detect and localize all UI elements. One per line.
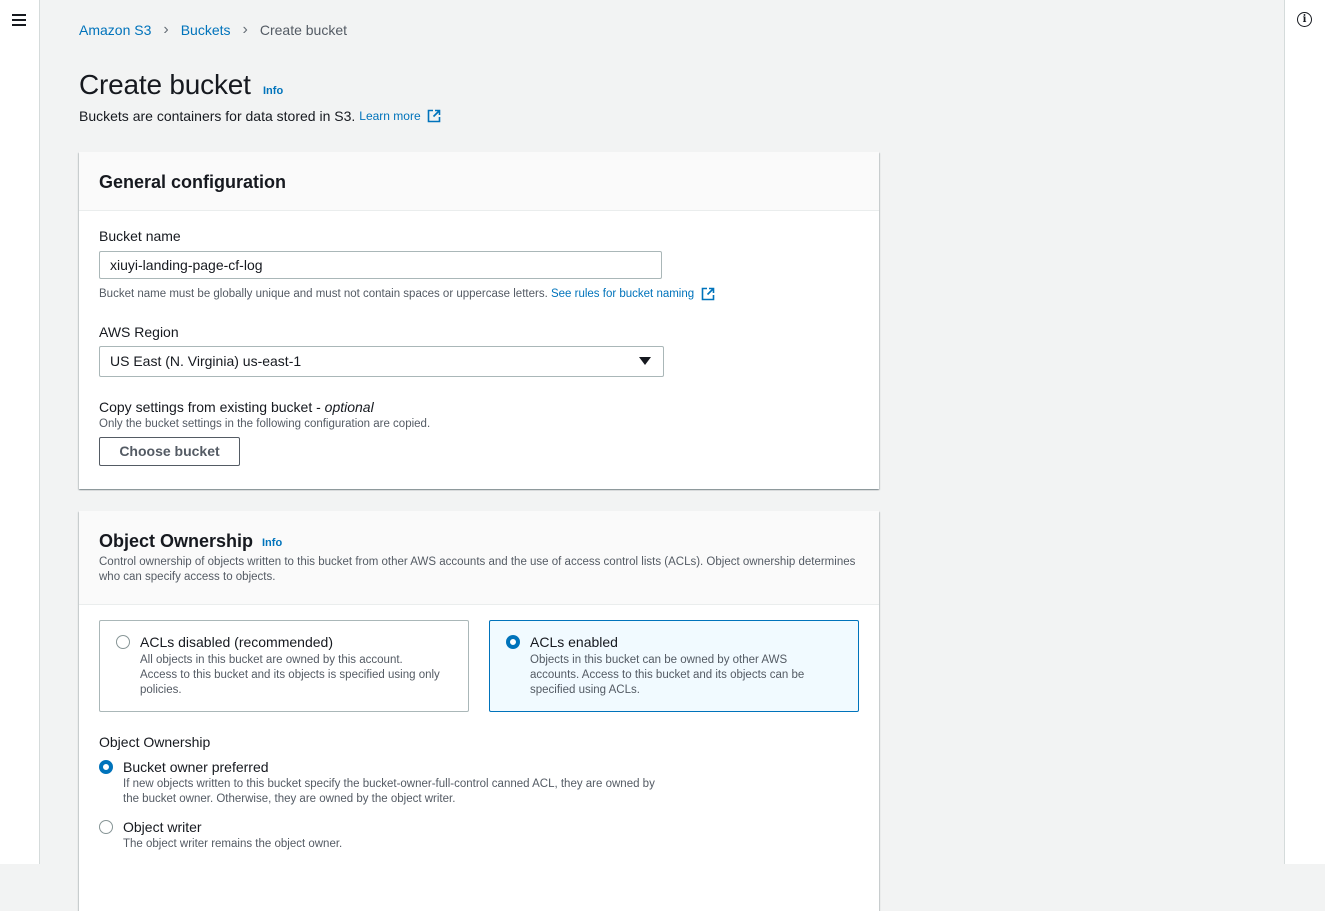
object-ownership-info-link[interactable]: Info (262, 537, 283, 549)
object-ownership-panel (79, 511, 879, 911)
copy-settings-label-text: Copy settings from existing bucket - (99, 399, 325, 415)
external-link-icon[interactable] (701, 287, 715, 301)
right-tools-rail (1284, 0, 1325, 864)
radio-object-writer[interactable] (99, 820, 113, 834)
aws-region-label: AWS Region (99, 324, 179, 340)
left-navigation-rail (0, 0, 40, 864)
option-bucket-owner-preferred-desc: If new objects written to this bucket specify the bucket-owner-full-control canned ACL, they are owned by the bucket owner. Otherwise, they are owned by the object writer. (123, 778, 655, 805)
radio-acls-enabled[interactable] (506, 635, 520, 649)
tile-acls-disabled-desc: All objects in this bucket are owned by this account. Access to this bucket and its objects is specified using only policies. (140, 654, 440, 696)
bucket-naming-rules-link[interactable]: See rules for bucket naming (550, 288, 695, 301)
general-configuration-title: General configuration (99, 172, 287, 192)
aws-region-select[interactable] (99, 346, 664, 377)
choose-bucket-button[interactable]: Choose bucket (99, 437, 240, 466)
object-ownership-title: Object Ownership (99, 531, 254, 551)
learn-more-link[interactable]: Learn more (359, 109, 421, 123)
option-object-writer-label[interactable]: Object writer (123, 819, 202, 835)
option-bucket-owner-preferred-label[interactable]: Bucket owner preferred (123, 759, 269, 775)
radio-bucket-owner-preferred[interactable] (99, 760, 113, 774)
copy-settings-hint: Only the bucket settings in the following configuration are copied. (99, 418, 431, 430)
copy-settings-label (99, 399, 374, 415)
breadcrumb-buckets[interactable]: Buckets (180, 22, 231, 38)
chevron-right-icon: › (242, 21, 248, 38)
object-ownership-header (79, 511, 879, 605)
page-description (79, 108, 441, 124)
hamburger-menu-icon[interactable] (12, 14, 26, 26)
page-description-text: Buckets are containers for data stored in S3. (79, 108, 356, 124)
external-link-icon[interactable] (427, 109, 441, 123)
bucket-name-hint (99, 287, 715, 301)
object-ownership-description: Control ownership of objects written to this bucket from other AWS accounts and the use of access control lists (ACLs). Object ownership determines who can specify access to objects. (99, 556, 856, 583)
chevron-right-icon: › (163, 21, 169, 38)
copy-settings-optional: optional (324, 399, 374, 415)
page-title: Create bucket (79, 69, 251, 100)
bucket-name-label: Bucket name (99, 228, 181, 244)
option-object-writer-desc: The object writer remains the object owner. (123, 838, 343, 850)
tile-acls-disabled-title: ACLs disabled (recommended) (140, 634, 333, 650)
object-ownership-sub-label: Object Ownership (99, 734, 211, 750)
general-configuration-panel (79, 152, 879, 489)
tile-acls-enabled-title: ACLs enabled (530, 634, 618, 650)
breadcrumb (79, 22, 347, 38)
breadcrumb-amazon-s3[interactable]: Amazon S3 (79, 22, 152, 38)
tile-acls-enabled[interactable] (489, 620, 859, 712)
aws-region-value: US East (N. Virginia) us-east-1 (110, 353, 302, 369)
general-configuration-header (79, 152, 879, 211)
breadcrumb-current: Create bucket (259, 22, 348, 38)
info-icon[interactable]: i (1297, 12, 1312, 27)
tile-acls-disabled[interactable] (99, 620, 469, 712)
caret-down-icon (639, 357, 651, 365)
tile-acls-enabled-desc: Objects in this bucket can be owned by other AWS accounts. Access to this bucket and its objects can be specified using ACLs. (530, 654, 805, 696)
bucket-name-input[interactable]: xiuyi-landing-page-cf-log (99, 251, 662, 279)
bucket-name-hint-text: Bucket name must be globally unique and must not contain spaces or uppercase letters. (99, 288, 548, 301)
page-info-link[interactable]: Info (263, 85, 284, 97)
radio-acls-disabled[interactable] (116, 635, 130, 649)
